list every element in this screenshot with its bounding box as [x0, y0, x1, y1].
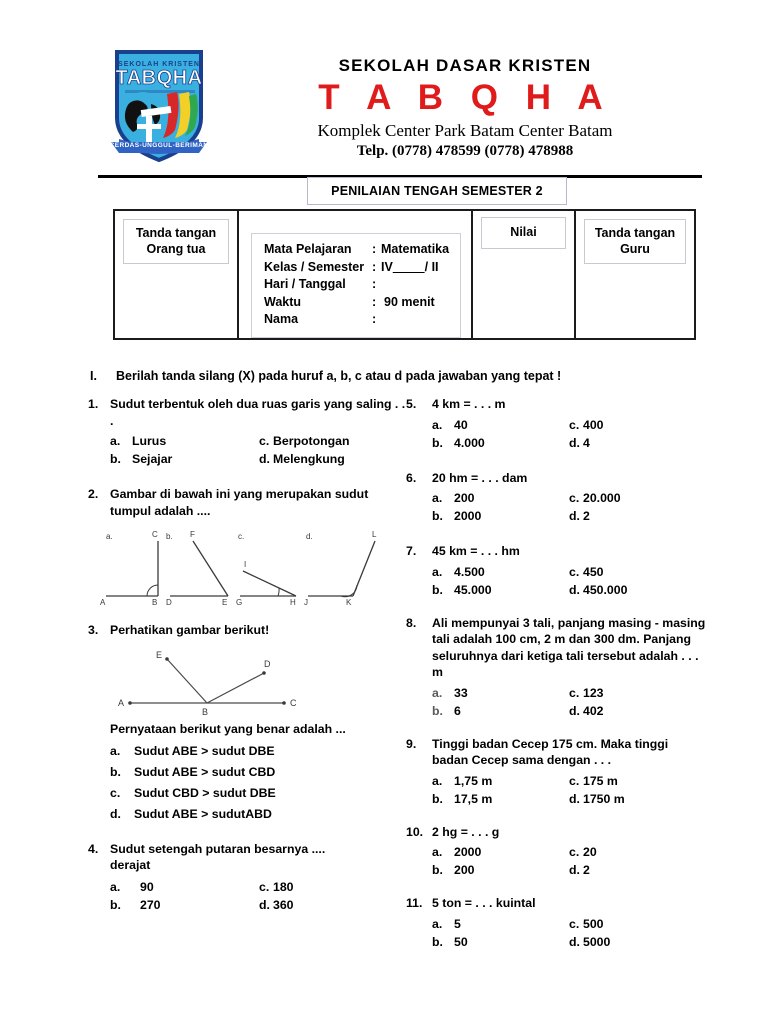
option-b-value: 17,5 m: [454, 791, 493, 806]
question-7-number: 7.: [406, 544, 417, 558]
option-b-value: Sejajar: [132, 452, 173, 466]
option-a-value: 90: [140, 880, 154, 894]
option-row: [110, 450, 408, 468]
exam-title-label: PENILAIAN TENGAH SEMESTER 2: [331, 184, 543, 198]
option-c-letter: c.: [569, 916, 580, 931]
question-10-text: 2 hg = . . . g: [432, 824, 500, 839]
question-5-text: 4 km = . . . m: [432, 397, 506, 411]
question-3-number: 3.: [88, 623, 99, 637]
option-c-value: 20.000: [583, 491, 621, 505]
duration-colon: :: [372, 294, 377, 309]
instruction-line: [90, 369, 561, 383]
option-d[interactable]: [569, 507, 706, 525]
option-b[interactable]: [432, 702, 569, 720]
figure-label-L: L: [372, 530, 377, 539]
option-b[interactable]: [432, 434, 569, 452]
option-a-value: 2000: [454, 845, 482, 859]
option-c[interactable]: [569, 772, 706, 790]
option-row: [432, 434, 706, 452]
teacher-signature-line2: Guru: [620, 242, 650, 256]
option-b-letter: b.: [432, 582, 443, 597]
parent-signature-cell: [115, 211, 239, 338]
option-d[interactable]: [259, 450, 408, 468]
option-c[interactable]: [110, 783, 408, 804]
option-d-value: 450.000: [583, 582, 628, 597]
figure-label-K: K: [346, 598, 352, 607]
option-c[interactable]: [569, 915, 706, 933]
option-d-letter: d.: [110, 806, 121, 821]
option-d-letter: d.: [259, 898, 270, 912]
option-b-letter: b.: [110, 898, 121, 912]
teacher-signature-line1: Tanda tangan: [594, 226, 676, 240]
option-c-letter: c.: [259, 434, 270, 448]
option-c-letter: c.: [569, 491, 580, 505]
question-7: [406, 543, 706, 599]
option-d[interactable]: [569, 581, 706, 599]
option-a[interactable]: [432, 563, 569, 581]
option-c-letter: c.: [110, 785, 121, 800]
option-b-value: 270: [140, 898, 161, 912]
school-crest-icon: [105, 46, 213, 164]
question-2-figure: [98, 525, 408, 609]
question-3: [88, 622, 408, 825]
question-1-text: Sudut terbentuk oleh dua ruas garis yang saling . . .: [110, 397, 406, 428]
option-c[interactable]: [569, 489, 706, 507]
option-row: [432, 772, 706, 790]
option-c[interactable]: [569, 684, 706, 702]
option-b[interactable]: [432, 861, 569, 879]
option-d-value: 402: [583, 703, 604, 718]
option-b[interactable]: [110, 896, 259, 914]
option-c-letter: c.: [569, 417, 580, 432]
option-a-value: 200: [454, 491, 475, 505]
option-row: [110, 432, 408, 450]
option-a[interactable]: [432, 416, 569, 434]
question-10: [406, 824, 706, 880]
option-b-letter: b.: [432, 509, 443, 523]
question-6-options: [406, 489, 706, 525]
question-6-number: 6.: [406, 470, 417, 485]
figure-label-E: E: [156, 649, 163, 660]
option-d-value: Melengkung: [273, 452, 345, 466]
school-address: Komplek Center Park Batam Center Batam: [317, 121, 613, 140]
option-a-value: 4.500: [454, 564, 485, 579]
letterhead: [0, 40, 768, 170]
question-9: [406, 736, 706, 808]
option-a-value: 40: [454, 417, 468, 432]
option-c-value: Sudut CBD > sudut DBE: [134, 785, 276, 800]
option-d-value: 2: [583, 509, 590, 523]
option-c-value: 20: [583, 845, 597, 859]
option-d[interactable]: [569, 861, 706, 879]
figure-a-option-label: a.: [106, 532, 113, 541]
option-a-value: Sudut ABE > sudut DBE: [134, 743, 275, 758]
figure-label-I: I: [244, 560, 247, 569]
question-5-options: [406, 416, 706, 452]
school-name-block: [230, 56, 700, 160]
instruction-roman: I.: [90, 369, 97, 383]
subject-label: Mata Pelajaran: [264, 242, 352, 256]
question-6: [406, 470, 706, 526]
option-d[interactable]: [569, 933, 706, 951]
option-c[interactable]: [259, 878, 408, 896]
question-6-text: 20 hm = . . . dam: [432, 470, 528, 485]
class-semester-colon: :: [372, 259, 377, 274]
exam-info-row: [264, 276, 452, 294]
school-brand-name: T A B Q H A: [318, 78, 612, 117]
option-a-value: 1,75 m: [454, 773, 493, 788]
question-8-number: 8.: [406, 615, 417, 630]
duration-value: 90 menit: [384, 294, 435, 309]
option-a-letter: a.: [110, 880, 121, 894]
option-b-value: 50: [454, 934, 468, 949]
option-c-letter: c.: [569, 564, 580, 579]
option-c-value: 175 m: [583, 773, 618, 788]
question-4-number: 4.: [88, 841, 99, 856]
option-b[interactable]: [110, 762, 408, 783]
option-b-letter: b.: [432, 934, 443, 949]
instruction-text: Berilah tanda silang (X) pada huruf a, b, c atau d pada jawaban yang tepat !: [116, 369, 562, 383]
svg-text:SEKOLAH KRISTEN: SEKOLAH KRISTEN: [118, 61, 200, 68]
score-cell: [473, 211, 576, 338]
question-2-number: 2.: [88, 487, 99, 501]
option-b[interactable]: [432, 507, 569, 525]
figure-label-H: H: [290, 598, 296, 607]
figure-label-D: D: [166, 598, 172, 607]
option-a[interactable]: [110, 741, 408, 762]
option-row: [110, 878, 408, 896]
figure-b-option-label: b.: [166, 532, 173, 541]
option-c[interactable]: [569, 563, 706, 581]
option-a[interactable]: [432, 489, 569, 507]
question-3-statement-prompt: Pernyataan berikut yang benar adalah ...: [110, 721, 346, 736]
question-8-options: [406, 684, 706, 720]
option-row: [432, 563, 706, 581]
option-b[interactable]: [110, 450, 259, 468]
option-b-letter: b.: [432, 863, 443, 877]
question-11: [406, 895, 706, 951]
option-row: [432, 581, 706, 599]
exam-title-box: [307, 177, 567, 205]
question-5: [406, 396, 706, 452]
exam-info-row: [264, 259, 452, 277]
figure-label-E: E: [222, 598, 228, 607]
four-angle-diagrams: [98, 525, 398, 609]
question-1-options: [88, 432, 408, 468]
option-row: [432, 684, 706, 702]
option-a-letter: a.: [432, 564, 443, 579]
figure-label-J: J: [304, 598, 308, 607]
option-b[interactable]: [432, 581, 569, 599]
option-d[interactable]: [569, 790, 706, 808]
option-row: [432, 933, 706, 951]
subject-colon: :: [372, 242, 377, 256]
score-label: Nilai: [510, 225, 537, 239]
school-type-line: SEKOLAH DASAR KRISTEN: [338, 56, 592, 75]
option-a-letter: a.: [432, 845, 443, 859]
question-3-options: [88, 741, 408, 825]
option-d-value: 4: [583, 435, 590, 450]
question-2-text: Gambar di bawah ini yang merupakan sudut tumpul adalah ....: [110, 487, 369, 518]
question-5-number: 5.: [406, 397, 417, 411]
option-b-value: 4.000: [454, 435, 485, 450]
figure-label-C: C: [152, 530, 158, 539]
option-d[interactable]: [569, 434, 706, 452]
parent-signature-line1: Tanda tangan: [135, 226, 217, 240]
option-row: [432, 489, 706, 507]
question-2: [88, 486, 408, 609]
option-a-letter: a.: [432, 491, 443, 505]
option-c-letter: c.: [259, 880, 270, 894]
exam-info-block: [251, 233, 461, 338]
option-d-value: Sudut ABE > sudutABD: [134, 806, 272, 821]
option-a-letter: a.: [432, 916, 443, 931]
question-11-options: [406, 915, 706, 951]
option-b-letter: b.: [432, 435, 443, 450]
option-a-value: 33: [454, 685, 468, 700]
option-row: [432, 702, 706, 720]
option-c-value: 123: [583, 685, 604, 700]
option-c[interactable]: [259, 432, 408, 450]
option-d-letter: d.: [569, 863, 580, 877]
question-9-number: 9.: [406, 736, 417, 751]
day-date-label: Hari / Tanggal: [264, 277, 346, 291]
score-header: [481, 217, 566, 249]
figure-label-B: B: [202, 706, 209, 717]
option-row: [110, 896, 408, 914]
option-c-letter: c.: [569, 685, 580, 700]
figure-label-A: A: [100, 598, 106, 607]
option-d-letter: d.: [569, 934, 580, 949]
option-a-letter: a.: [432, 417, 443, 432]
svg-text:CERDAS-UNGGUL-BERIMAN: CERDAS-UNGGUL-BERIMAN: [109, 142, 209, 149]
option-a-value: Lurus: [132, 434, 167, 448]
option-b-value: 6: [454, 703, 461, 718]
option-b-letter: b.: [110, 764, 121, 779]
question-1-number: 1.: [88, 397, 99, 411]
name-label: Nama: [264, 312, 299, 326]
option-a-value: 5: [454, 916, 461, 931]
svg-text:TABQHA: TABQHA: [115, 67, 203, 89]
option-a[interactable]: [432, 915, 569, 933]
option-c-value: 500: [583, 916, 604, 931]
figure-label-D: D: [264, 658, 271, 669]
option-c-value: 180: [273, 880, 294, 894]
figure-c-option-label: c.: [238, 532, 245, 541]
teacher-signature-cell: [576, 211, 694, 338]
option-d-letter: d.: [569, 435, 580, 450]
option-a[interactable]: [432, 772, 569, 790]
option-d[interactable]: [569, 702, 706, 720]
question-7-text: 45 km = . . . hm: [432, 544, 520, 558]
class-blank[interactable]: ____: [392, 259, 425, 274]
option-b-value: Sudut ABE > sudut CBD: [134, 764, 276, 779]
questions-column-right: [406, 396, 706, 964]
option-d-value: 1750 m: [583, 791, 625, 806]
question-11-number: 11.: [406, 896, 423, 910]
question-3-figure: [112, 645, 408, 717]
question-4-text: Sudut setengah putaran besarnya ....: [110, 841, 326, 856]
question-7-options: [406, 563, 706, 599]
option-d[interactable]: [259, 896, 408, 914]
option-row: [432, 416, 706, 434]
class-semester-label: Kelas / Semester: [264, 259, 365, 274]
question-4-options: [88, 878, 408, 914]
figure-label-F: F: [190, 530, 195, 539]
option-a[interactable]: [432, 684, 569, 702]
exam-info-row: [264, 294, 452, 312]
question-9-text: Tinggi badan Cecep 175 cm. Maka tinggi badan Cecep sama dengan . . .: [432, 736, 669, 767]
parent-signature-header: [123, 219, 229, 264]
parent-signature-line2: Orang tua: [146, 242, 206, 256]
option-c-value: 400: [583, 417, 604, 432]
exam-info-cell: [239, 211, 473, 338]
option-d-value: 5000: [583, 934, 611, 949]
option-a-letter: a.: [110, 434, 121, 448]
school-logo: [105, 46, 213, 164]
option-a-letter: a.: [432, 685, 443, 700]
question-4-subtext: derajat: [110, 858, 151, 872]
option-b-value: 2000: [454, 509, 482, 523]
option-d-letter: d.: [569, 791, 580, 806]
question-10-options: [406, 843, 706, 879]
option-d-letter: d.: [259, 452, 270, 466]
question-4: [88, 841, 408, 915]
question-9-options: [406, 772, 706, 808]
option-a-letter: a.: [110, 743, 121, 758]
option-b-value: 45.000: [454, 582, 492, 597]
option-c-letter: c.: [569, 773, 580, 788]
option-row: [432, 843, 706, 861]
option-c-value: 450: [583, 564, 604, 579]
option-a[interactable]: [110, 432, 259, 450]
subject-value: Matematika: [381, 242, 450, 256]
day-date-colon: :: [372, 277, 377, 291]
question-8-text: Ali mempunyai 3 tali, panjang masing - masing tali adalah 100 cm, 2 m dan 300 dm. Panjang seluruhnya dari ketiga tali tersebut adalah . . . m: [432, 615, 706, 679]
angle-abe-dbc-diagram: [112, 645, 342, 717]
option-b[interactable]: [432, 790, 569, 808]
question-10-number: 10.: [406, 824, 424, 839]
option-a-letter: a.: [432, 773, 443, 788]
figure-label-A: A: [118, 697, 125, 708]
option-d-value: 2: [583, 863, 590, 877]
option-a[interactable]: [110, 878, 259, 896]
option-d[interactable]: [110, 804, 408, 825]
semester-value: / II: [424, 259, 439, 274]
option-d-letter: d.: [569, 703, 580, 718]
exam-info-row: [264, 241, 452, 259]
figure-label-G: G: [236, 598, 243, 607]
figure-label-C: C: [290, 697, 297, 708]
option-c[interactable]: [569, 843, 706, 861]
option-c-value: Berpotongan: [273, 434, 350, 448]
question-3-text: Perhatikan gambar berikut!: [110, 623, 270, 637]
option-b-letter: b.: [110, 452, 121, 466]
question-1: [88, 396, 408, 468]
class-value: IV: [381, 259, 393, 274]
option-b-letter: b.: [432, 703, 443, 718]
question-11-text: 5 ton = . . . kuintal: [432, 896, 536, 910]
option-row: [432, 915, 706, 933]
option-b-letter: b.: [432, 791, 443, 806]
duration-label: Waktu: [264, 294, 302, 309]
name-colon: :: [372, 312, 377, 326]
question-8: [406, 615, 706, 720]
option-d-letter: d.: [569, 509, 580, 523]
option-row: [432, 861, 706, 879]
option-d-value: 360: [273, 898, 294, 912]
exam-identity-table: [113, 209, 696, 340]
option-row: [432, 790, 706, 808]
exam-info-row: [264, 311, 452, 329]
option-b[interactable]: [432, 933, 569, 951]
option-b-value: 200: [454, 863, 475, 877]
option-row: [432, 507, 706, 525]
figure-d-option-label: d.: [306, 532, 313, 541]
option-a[interactable]: [432, 843, 569, 861]
questions-column-left: [88, 396, 408, 927]
teacher-signature-header: [584, 219, 686, 264]
option-c[interactable]: [569, 416, 706, 434]
option-c-letter: c.: [569, 845, 580, 859]
option-d-letter: d.: [569, 582, 580, 597]
figure-label-B: B: [152, 598, 158, 607]
school-phone: Telp. (0778) 478599 (0778) 478988: [356, 143, 574, 159]
